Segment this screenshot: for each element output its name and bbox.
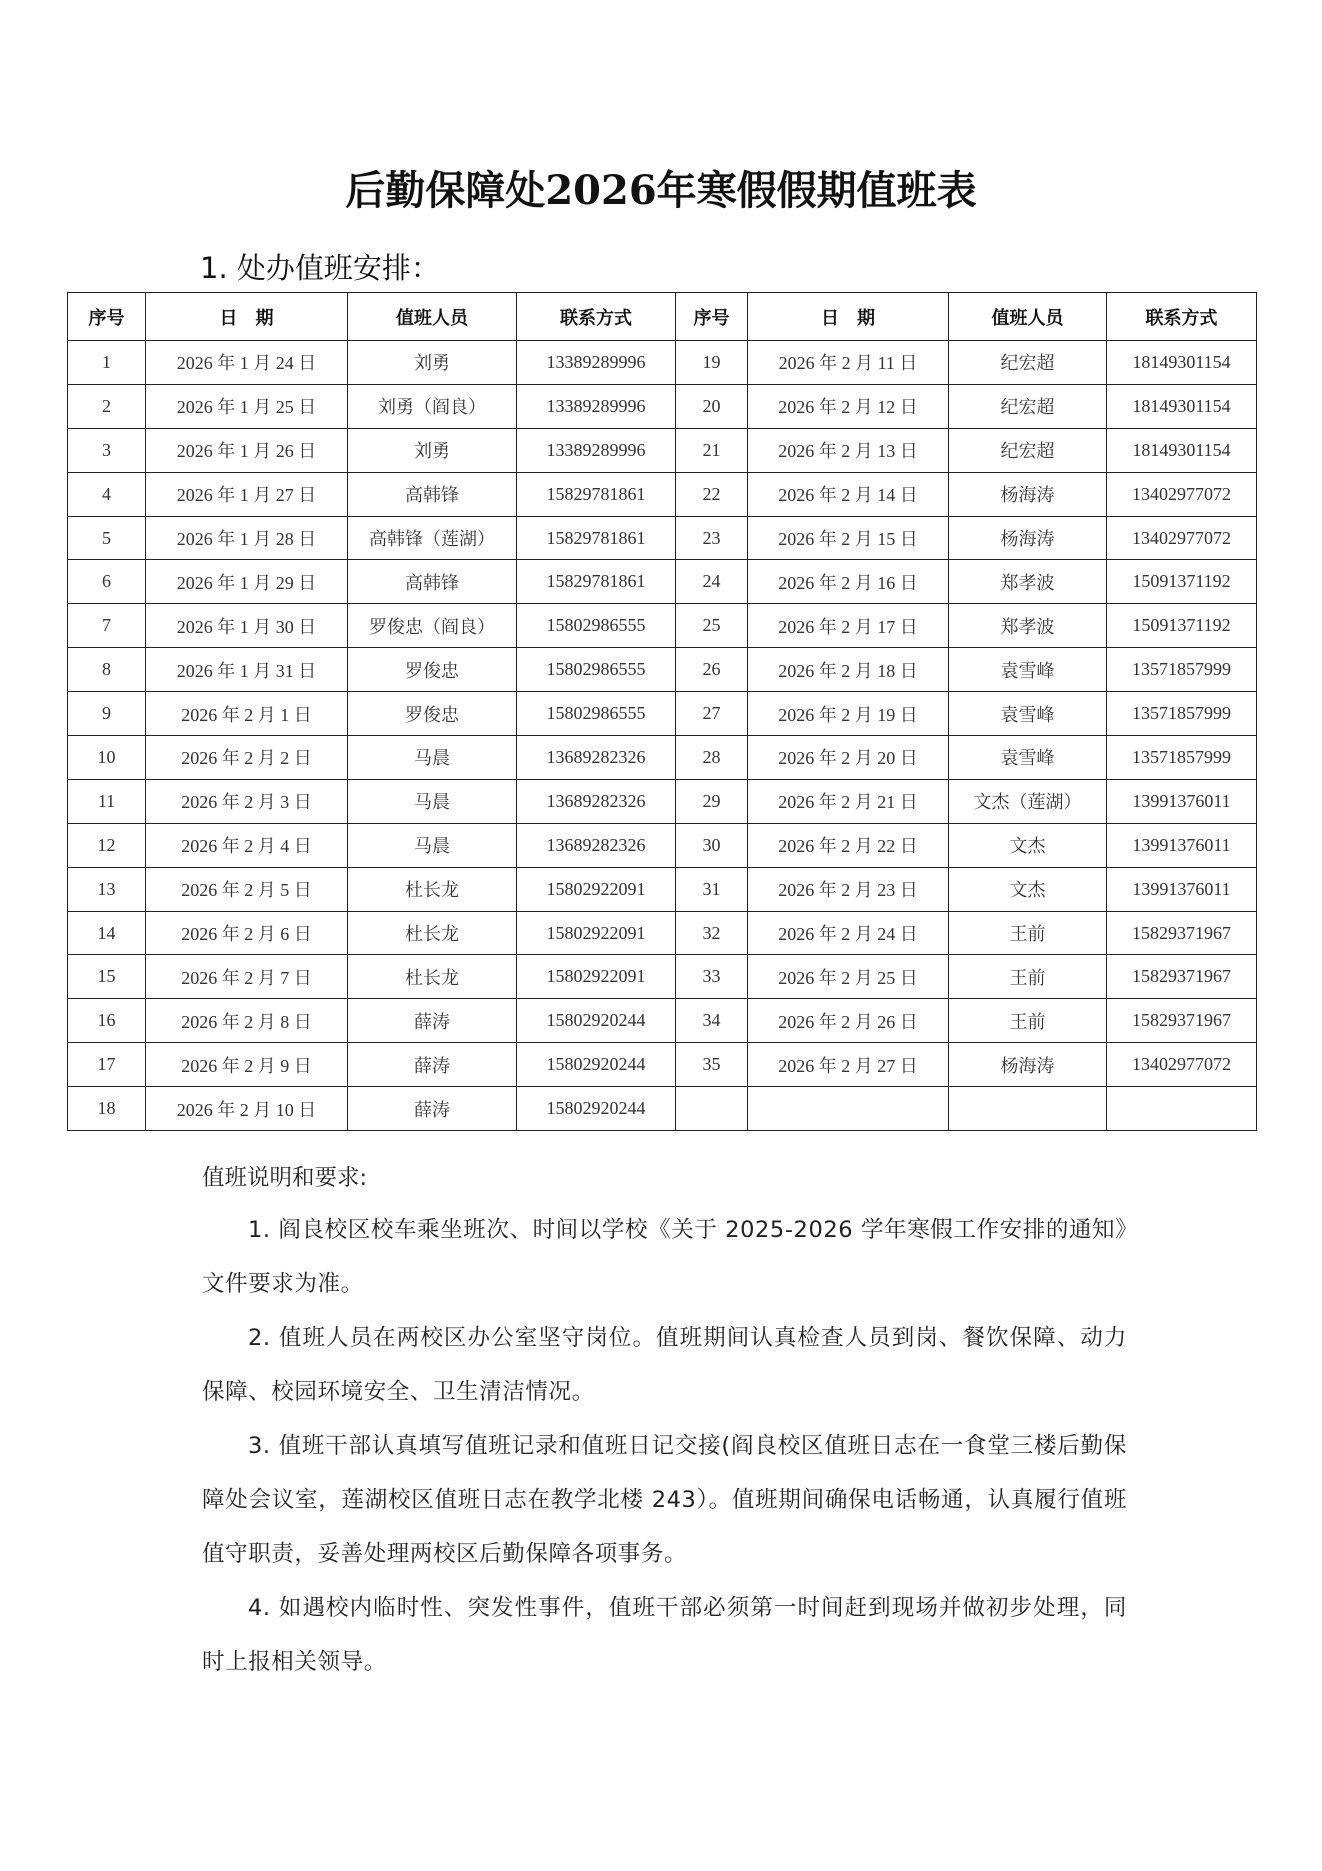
person-cell: 薛涛 (348, 999, 517, 1043)
seq-cell: 28 (676, 736, 748, 780)
table-row (68, 472, 1257, 516)
phone-cell: 15829371967 (1107, 911, 1257, 955)
date-cell: 2026 年 2 月 10 日 (146, 1087, 348, 1131)
table-header-row (68, 293, 1257, 341)
date-cell: 2026 年 2 月 9 日 (146, 1043, 348, 1087)
person-cell: 杜长龙 (348, 867, 517, 911)
date-cell: 2026 年 2 月 12 日 (748, 384, 949, 428)
seq-cell: 25 (676, 604, 748, 648)
table-row (68, 341, 1257, 385)
notes-heading: 值班说明和要求: (202, 1165, 368, 1191)
seq-cell: 32 (676, 911, 748, 955)
header-date-left: 日 期 (146, 293, 348, 341)
person-cell: 高韩锋 (348, 560, 517, 604)
person-cell: 罗俊忠 (348, 648, 517, 692)
phone-cell: 13689282326 (517, 823, 676, 867)
page-title: 后勤保障处2026年寒假假期值班表 (345, 167, 977, 214)
person-cell: 王前 (949, 955, 1107, 999)
person-cell: 罗俊忠 (348, 692, 517, 736)
table-row (68, 692, 1257, 736)
seq-cell: 11 (68, 779, 146, 823)
duty-schedule-table (67, 292, 1257, 1131)
phone-cell: 15802986555 (517, 692, 676, 736)
phone-cell: 13389289996 (517, 341, 676, 385)
seq-cell: 33 (676, 955, 748, 999)
phone-cell: 15091371192 (1107, 604, 1257, 648)
table-row (68, 604, 1257, 648)
person-cell: 杨海涛 (949, 472, 1107, 516)
seq-cell: 8 (68, 648, 146, 692)
phone-cell: 15829371967 (1107, 999, 1257, 1043)
date-cell: 2026 年 2 月 2 日 (146, 736, 348, 780)
person-cell: 杜长龙 (348, 911, 517, 955)
date-cell: 2026 年 1 月 25 日 (146, 384, 348, 428)
seq-cell: 27 (676, 692, 748, 736)
person-cell: 薛涛 (348, 1087, 517, 1131)
date-cell: 2026 年 2 月 4 日 (146, 823, 348, 867)
person-cell: 文杰（莲湖） (949, 779, 1107, 823)
date-cell: 2026 年 2 月 26 日 (748, 999, 949, 1043)
seq-cell: 10 (68, 736, 146, 780)
seq-cell: 17 (68, 1043, 146, 1087)
date-cell: 2026 年 2 月 27 日 (748, 1043, 949, 1087)
table-row (68, 911, 1257, 955)
phone-cell: 13689282326 (517, 736, 676, 780)
person-cell: 郑孝波 (949, 604, 1107, 648)
seq-cell: 29 (676, 779, 748, 823)
phone-cell: 15829781861 (517, 516, 676, 560)
phone-cell: 15829781861 (517, 560, 676, 604)
seq-cell: 20 (676, 384, 748, 428)
date-cell (748, 1087, 949, 1131)
seq-cell: 7 (68, 604, 146, 648)
phone-cell: 15802920244 (517, 999, 676, 1043)
seq-cell: 1 (68, 341, 146, 385)
person-cell: 纪宏超 (949, 341, 1107, 385)
phone-cell: 15802922091 (517, 955, 676, 999)
phone-cell: 13402977072 (1107, 472, 1257, 516)
phone-cell: 13571857999 (1107, 736, 1257, 780)
person-cell: 马晨 (348, 779, 517, 823)
date-cell: 2026 年 2 月 7 日 (146, 955, 348, 999)
person-cell: 刘勇 (348, 341, 517, 385)
phone-cell: 15802986555 (517, 604, 676, 648)
date-cell: 2026 年 2 月 17 日 (748, 604, 949, 648)
seq-cell: 26 (676, 648, 748, 692)
date-cell: 2026 年 1 月 31 日 (146, 648, 348, 692)
seq-cell: 18 (68, 1087, 146, 1131)
seq-cell: 31 (676, 867, 748, 911)
duty-notes (202, 1156, 1127, 1689)
seq-cell: 24 (676, 560, 748, 604)
phone-cell: 15802986555 (517, 648, 676, 692)
phone-cell: 13991376011 (1107, 779, 1257, 823)
date-cell: 2026 年 2 月 23 日 (748, 867, 949, 911)
date-cell: 2026 年 2 月 24 日 (748, 911, 949, 955)
date-cell: 2026 年 1 月 28 日 (146, 516, 348, 560)
table-row (68, 823, 1257, 867)
phone-cell: 13571857999 (1107, 692, 1257, 736)
person-cell: 纪宏超 (949, 384, 1107, 428)
seq-cell (676, 1087, 748, 1131)
seq-cell: 9 (68, 692, 146, 736)
phone-cell: 15802920244 (517, 1043, 676, 1087)
note-item: 3. 值班干部认真填写值班记录和值班日记交接(阎良校区值班日志在一食堂三楼后勤保障处会议室，莲湖校区值班日志在教学北楼 243）。值班期间确保电话畅通，认真履行值班值守职责，妥善处理两校区后勤保障各项事务。 (202, 1433, 1127, 1567)
seq-cell: 16 (68, 999, 146, 1043)
date-cell: 2026 年 1 月 26 日 (146, 428, 348, 472)
date-cell: 2026 年 1 月 27 日 (146, 472, 348, 516)
person-cell: 刘勇 (348, 428, 517, 472)
date-cell: 2026 年 2 月 3 日 (146, 779, 348, 823)
table-row (68, 955, 1257, 999)
date-cell: 2026 年 2 月 22 日 (748, 823, 949, 867)
phone-cell: 18149301154 (1107, 341, 1257, 385)
person-cell: 马晨 (348, 823, 517, 867)
seq-cell: 19 (676, 341, 748, 385)
date-cell: 2026 年 2 月 20 日 (748, 736, 949, 780)
person-cell: 袁雪峰 (949, 648, 1107, 692)
phone-cell: 13991376011 (1107, 823, 1257, 867)
date-cell: 2026 年 2 月 18 日 (748, 648, 949, 692)
date-cell: 2026 年 2 月 19 日 (748, 692, 949, 736)
date-cell: 2026 年 1 月 24 日 (146, 341, 348, 385)
phone-cell: 13571857999 (1107, 648, 1257, 692)
table-row (68, 560, 1257, 604)
phone-cell: 13389289996 (517, 384, 676, 428)
table-row (68, 384, 1257, 428)
person-cell (949, 1087, 1107, 1131)
phone-cell (1107, 1087, 1257, 1131)
person-cell: 杨海涛 (949, 1043, 1107, 1087)
table-row (68, 999, 1257, 1043)
person-cell: 王前 (949, 911, 1107, 955)
seq-cell: 34 (676, 999, 748, 1043)
person-cell: 王前 (949, 999, 1107, 1043)
person-cell: 薛涛 (348, 1043, 517, 1087)
person-cell: 罗俊忠（阎良） (348, 604, 517, 648)
table-row (68, 779, 1257, 823)
table-row (68, 736, 1257, 780)
person-cell: 文杰 (949, 823, 1107, 867)
section-heading: 1. 处办值班安排： (200, 251, 440, 285)
seq-cell: 2 (68, 384, 146, 428)
seq-cell: 3 (68, 428, 146, 472)
phone-cell: 18149301154 (1107, 384, 1257, 428)
person-cell: 郑孝波 (949, 560, 1107, 604)
person-cell: 刘勇（阎良） (348, 384, 517, 428)
date-cell: 2026 年 2 月 15 日 (748, 516, 949, 560)
date-cell: 2026 年 2 月 14 日 (748, 472, 949, 516)
seq-cell: 6 (68, 560, 146, 604)
seq-cell: 21 (676, 428, 748, 472)
phone-cell: 15802922091 (517, 867, 676, 911)
seq-cell: 23 (676, 516, 748, 560)
date-cell: 2026 年 2 月 25 日 (748, 955, 949, 999)
header-no-left: 序号 (68, 293, 146, 341)
seq-cell: 14 (68, 911, 146, 955)
phone-cell: 13689282326 (517, 779, 676, 823)
seq-cell: 12 (68, 823, 146, 867)
note-item: 2. 值班人员在两校区办公室坚守岗位。值班期间认真检查人员到岗、餐饮保障、动力保障、校园环境安全、卫生清洁情况。 (202, 1325, 1127, 1405)
date-cell: 2026 年 2 月 1 日 (146, 692, 348, 736)
date-cell: 2026 年 2 月 5 日 (146, 867, 348, 911)
person-cell: 马晨 (348, 736, 517, 780)
person-cell: 杨海涛 (949, 516, 1107, 560)
table-row (68, 1087, 1257, 1131)
date-cell: 2026 年 1 月 29 日 (146, 560, 348, 604)
note-item: 4. 如遇校内临时性、突发性事件，值班干部必须第一时间赶到现场并做初步处理，同时上报相关领导。 (202, 1595, 1127, 1675)
header-date-right: 日 期 (748, 293, 949, 341)
phone-cell: 18149301154 (1107, 428, 1257, 472)
header-person-left: 值班人员 (348, 293, 517, 341)
seq-cell: 4 (68, 472, 146, 516)
seq-cell: 30 (676, 823, 748, 867)
phone-cell: 15091371192 (1107, 560, 1257, 604)
table-row (68, 516, 1257, 560)
header-person-right: 值班人员 (949, 293, 1107, 341)
person-cell: 袁雪峰 (949, 736, 1107, 780)
phone-cell: 15829781861 (517, 472, 676, 516)
phone-cell: 13991376011 (1107, 867, 1257, 911)
phone-cell: 15802922091 (517, 911, 676, 955)
phone-cell: 13402977072 (1107, 1043, 1257, 1087)
phone-cell: 13389289996 (517, 428, 676, 472)
date-cell: 2026 年 2 月 6 日 (146, 911, 348, 955)
seq-cell: 22 (676, 472, 748, 516)
date-cell: 2026 年 2 月 8 日 (146, 999, 348, 1043)
table-row (68, 428, 1257, 472)
person-cell: 文杰 (949, 867, 1107, 911)
phone-cell: 13402977072 (1107, 516, 1257, 560)
table-row (68, 1043, 1257, 1087)
phone-cell: 15829371967 (1107, 955, 1257, 999)
date-cell: 2026 年 2 月 21 日 (748, 779, 949, 823)
header-phone-right: 联系方式 (1107, 293, 1257, 341)
seq-cell: 5 (68, 516, 146, 560)
header-phone-left: 联系方式 (517, 293, 676, 341)
seq-cell: 35 (676, 1043, 748, 1087)
person-cell: 袁雪峰 (949, 692, 1107, 736)
date-cell: 2026 年 2 月 11 日 (748, 341, 949, 385)
person-cell: 杜长龙 (348, 955, 517, 999)
seq-cell: 13 (68, 867, 146, 911)
table-row (68, 648, 1257, 692)
date-cell: 2026 年 1 月 30 日 (146, 604, 348, 648)
person-cell: 高韩锋（莲湖） (348, 516, 517, 560)
phone-cell: 15802920244 (517, 1087, 676, 1131)
person-cell: 高韩锋 (348, 472, 517, 516)
date-cell: 2026 年 2 月 13 日 (748, 428, 949, 472)
date-cell: 2026 年 2 月 16 日 (748, 560, 949, 604)
person-cell: 纪宏超 (949, 428, 1107, 472)
table-row (68, 867, 1257, 911)
seq-cell: 15 (68, 955, 146, 999)
header-no-right: 序号 (676, 293, 748, 341)
note-item: 1. 阎良校区校车乘坐班次、时间以学校《关于 2025-2026 学年寒假工作安排的通知》文件要求为准。 (202, 1217, 1127, 1297)
